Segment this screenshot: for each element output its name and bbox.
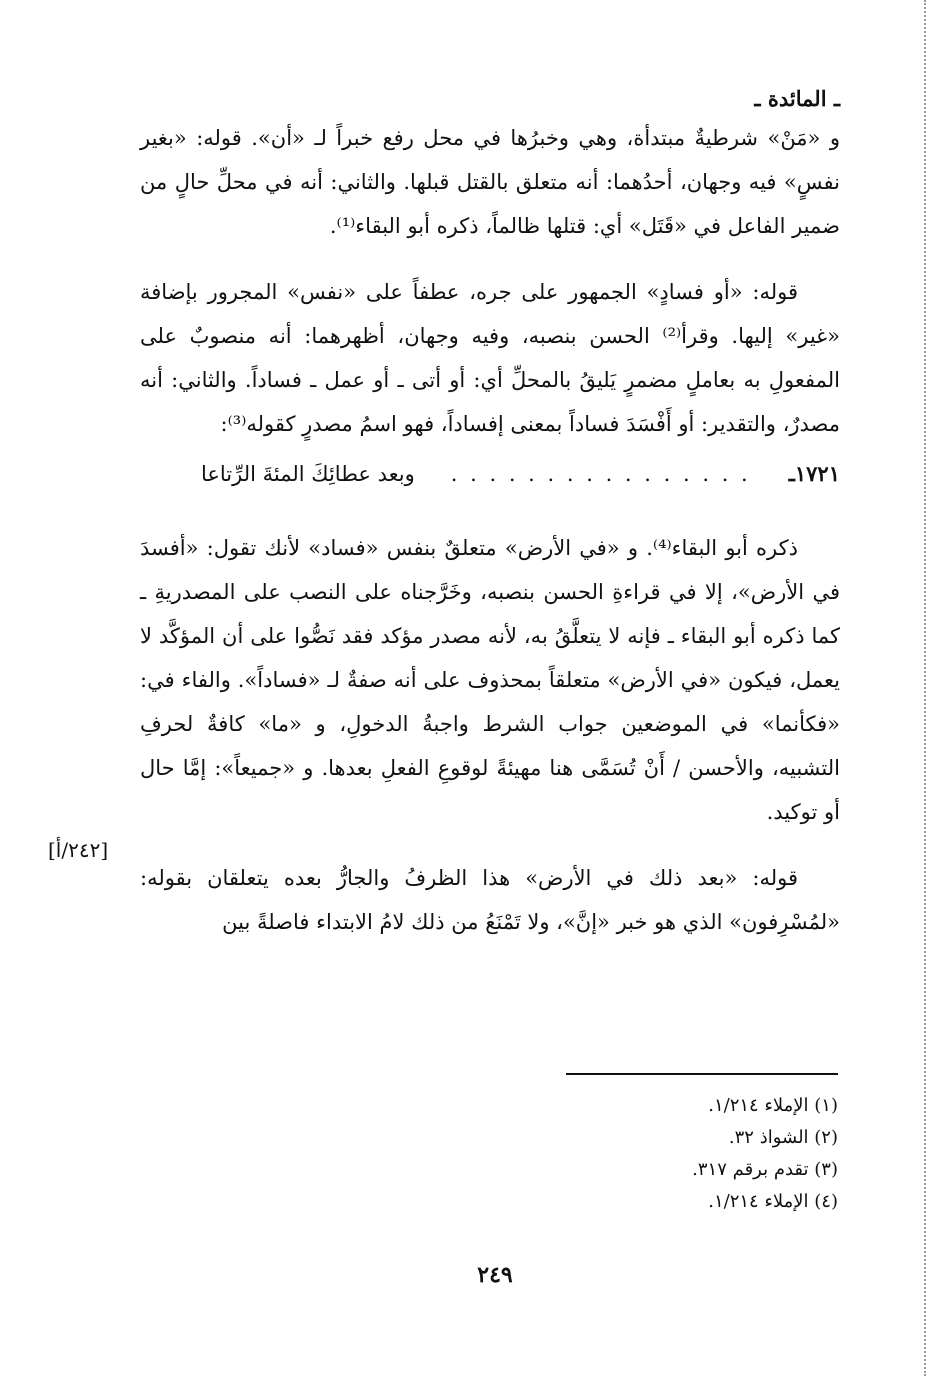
verse-text: وبعد عطائِكَ المئةَ الرِّتاعا <box>200 462 415 486</box>
paragraph-4: قوله: «بعد ذلك في الأرض» هذا الظرفُ والجارُّ بعده يتعلقان بقوله: «لمُسْرِفون» الذي هو خبر «إنَّ»، ولا تَمْنَعُ من ذلك لامُ الابتداء فاصلةً بين <box>140 866 840 934</box>
poetry-verse <box>140 452 840 496</box>
page-number: ٢٤٩ <box>477 1262 513 1288</box>
paragraph-1: و «مَنْ» شرطيةٌ مبتدأة، وهي وخبرُها في محل رفع خبراً لـ «أن». قوله: «بغير نفسٍ» فيه وجهان، أحدُهما: أنه متعلق بالقتل قبلها. والثاني: أنه في محلِّ حالٍ من ضمير الفاعل في «قَتَل» أي: قتلها ظالماً، ذكره أبو البقاء⁽¹⁾. <box>140 126 840 238</box>
running-header: ـ المائدة ـ <box>754 86 840 111</box>
page-body <box>140 82 840 944</box>
verse-number: ١٧٢١ـ <box>788 461 840 486</box>
footnote-separator <box>566 1073 838 1075</box>
footnote-item: (٣) تقدم برقم ٣١٧. <box>692 1159 838 1180</box>
footnote-item: (٤) الإملاء ١/٢١٤. <box>708 1191 838 1212</box>
paragraph-2: قوله: «أو فسادٍ» الجمهور على جره، عطفاً على «نفس» المجرور بإضافة «غير» إليها. وقرأ⁽²⁾ الحسن بنصبه، وفيه وجهان، أظهرهما: أنه منصوبٌ على المفعولِ به بعاملٍ مضمرٍ يَليقُ بالمحلِّ أي: أو أتى ـ أو عمل ـ فساداً. والثاني: أنه مصدرٌ، والتقدير: أو أَفْسَدَ فساداً بمعنى إفساداً، فهو اسمُ مصدرٍ كقوله⁽³⁾: <box>140 280 840 436</box>
paragraph-gap <box>140 248 840 270</box>
page-edge-dotted-line <box>924 0 926 1376</box>
footnote-item: (٢) الشواذ ٣٢. <box>728 1127 838 1148</box>
footnote-item: (١) الإملاء ١/٢١٤. <box>708 1095 838 1116</box>
paragraph-3: ذكره أبو البقاء⁽⁴⁾. و «في الأرض» متعلقٌ بنفس «فساد» لأنك تقول: «أفسدَ في الأرض»، إلا في قراءةِ الحسن بنصبه، وخَرَّجناه على النصب على المصدريةِ ـ كما ذكره أبو البقاء ـ فإنه لا يتعلَّقُ به، لأنه مصدر مؤكد فقد نَصُّوا على أن المؤكَّد لا يعمل، فيكون «في الأرض» متعلقاً بمحذوف على أنه صفةٌ لـ «فساداً». والفاء في: «فكأنما» في الموضعين جواب الشرط واجبةُ الدخولِ، و «ما» كافةٌ لحرفِ التشبيه، والأحسن / أَنْ تُسَمَّى هنا مهيئةً لوقوعِ الفعلِ بعدها. و «جميعاً»: إمَّا حال أو توكيد. <box>140 536 840 824</box>
paragraph-gap <box>140 504 840 526</box>
paragraph-gap <box>140 834 840 856</box>
footnotes <box>440 1090 838 1218</box>
manuscript-folio-reference: [٢٤٢/أ] <box>48 838 109 862</box>
verse-ellipsis: . . . . . . . . . . . . . . . . <box>450 462 751 486</box>
